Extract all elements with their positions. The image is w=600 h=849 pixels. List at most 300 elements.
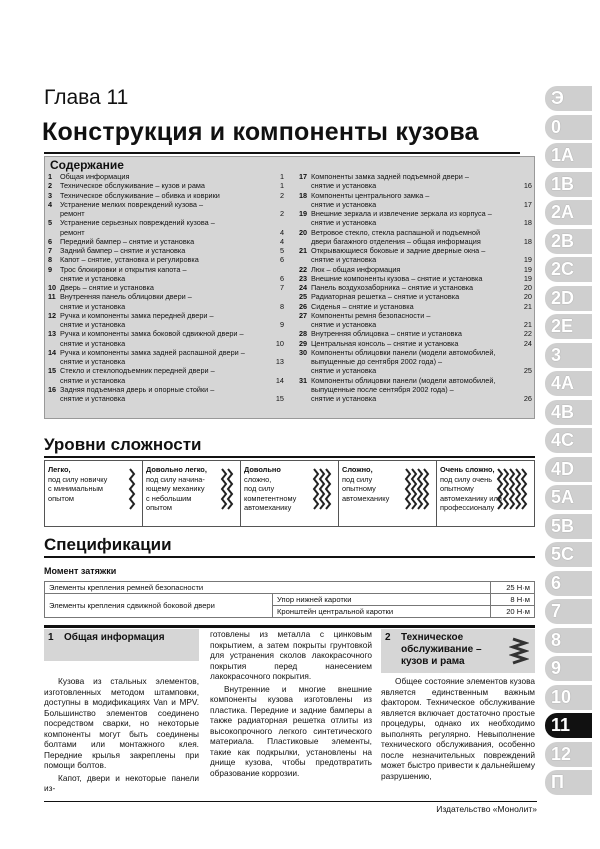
contents-item xyxy=(48,376,284,385)
specs-heading: Спецификации xyxy=(44,535,172,554)
item-title: Внешние зеркала и извлечение зеркала из корпуса – xyxy=(311,209,492,218)
table-row xyxy=(45,594,535,606)
contents-item xyxy=(299,339,532,348)
torque-subitem: Кронштейн центральной каротки xyxy=(273,606,491,618)
item-number xyxy=(299,237,311,246)
item-page: 20 xyxy=(523,292,532,302)
item-title: Дверь – снятие и установка xyxy=(60,283,154,292)
difficulty-desc: профессионалу xyxy=(440,503,495,512)
item-page xyxy=(274,292,284,301)
item-page: 1 xyxy=(279,172,284,181)
item-number: 30 xyxy=(299,347,308,357)
item-number xyxy=(299,200,311,209)
chapter-tab[interactable]: 3 xyxy=(545,343,592,368)
section-title: кузов и рама xyxy=(401,656,465,667)
contents-item xyxy=(48,283,284,292)
item-page xyxy=(522,385,532,394)
section-number: 2 xyxy=(385,632,391,643)
contents-item xyxy=(48,181,284,190)
item-page: 1 xyxy=(279,181,284,191)
paragraph: Кузова из стальных элементов, изготовленных методом штамповки, доступны в модификациях Van и MPV. Большинство элементов соединено посредством сварки, но некоторые компоненты могут быть соединены болтами или монтажного клея. Передние крылья закреплены при помощи болтов. xyxy=(44,676,199,770)
chapter-tab[interactable]: 10 xyxy=(545,685,592,710)
torque-value: 8 Н·м xyxy=(490,594,534,606)
contents-item xyxy=(48,329,284,338)
contents-right-column xyxy=(299,172,532,403)
contents-item xyxy=(48,246,284,255)
item-number: 22 xyxy=(299,264,308,274)
item-title: снятие и установка xyxy=(311,366,377,376)
chapter-tab[interactable]: 1A xyxy=(545,143,592,168)
item-title: Внешние компоненты кузова – снятие и установка xyxy=(311,273,483,283)
item-title: двери багажного отделения – общая информация xyxy=(311,236,481,246)
item-title: Ручка и компоненты замка боковой сдвижной двери – xyxy=(60,329,244,339)
item-page: 26 xyxy=(523,394,532,403)
item-title: Техническое обслуживание – обивка и коврики xyxy=(60,190,220,200)
section-title: Общая информация xyxy=(64,632,165,643)
item-page: 6 xyxy=(279,273,284,283)
wrench-icon xyxy=(128,467,138,517)
item-page: 19 xyxy=(523,273,532,283)
contents-item xyxy=(48,385,284,394)
item-number xyxy=(299,218,311,227)
item-number: 16 xyxy=(48,384,57,394)
item-page xyxy=(522,348,532,357)
item-page xyxy=(274,265,284,274)
chapter-tab[interactable]: 0 xyxy=(545,115,592,140)
contents-item xyxy=(299,366,532,375)
item-number: 17 xyxy=(299,172,308,181)
chapter-tab[interactable]: 6 xyxy=(545,571,592,596)
chapter-tab[interactable]: 2A xyxy=(545,200,592,225)
contents-item xyxy=(48,292,284,301)
section2-col xyxy=(381,676,535,783)
difficulty-desc: под силу xyxy=(244,484,275,493)
contents-left-column xyxy=(48,172,284,403)
item-title: Компоненты облицовки панели (модели автомобилей, xyxy=(311,347,496,357)
difficulty-title: Сложно, xyxy=(342,465,373,474)
item-number xyxy=(299,366,311,375)
contents-item xyxy=(299,376,532,385)
contents-item xyxy=(299,209,532,218)
difficulty-title: Довольно xyxy=(244,465,281,474)
torque-value: 20 Н·м xyxy=(490,606,534,618)
difficulty-rule xyxy=(44,456,535,458)
item-number xyxy=(48,274,60,283)
item-page xyxy=(522,209,532,218)
torque-heading: Момент затяжки xyxy=(44,566,117,576)
item-page xyxy=(274,329,284,338)
item-number: 31 xyxy=(299,375,308,385)
chapter-tab[interactable]: 2E xyxy=(545,314,592,339)
item-title: Внутренняя облицовка – снятие и установка xyxy=(311,329,462,339)
item-title: Ручка и компоненты замка передней двери – xyxy=(60,310,214,320)
difficulty-title: Легко, xyxy=(48,465,71,474)
chapter-tab[interactable]: 5A xyxy=(545,485,592,510)
contents-item xyxy=(299,283,532,292)
contents-heading: Содержание xyxy=(50,158,124,172)
item-number: 24 xyxy=(299,283,308,292)
item-page: 18 xyxy=(523,236,532,246)
difficulty-level xyxy=(45,461,143,526)
item-page xyxy=(274,385,284,394)
difficulty-desc: автомеханику xyxy=(244,503,292,512)
contents-item xyxy=(48,366,284,375)
chapter-tab[interactable]: 8 xyxy=(545,628,592,653)
chapter-tab[interactable]: 2B xyxy=(545,229,592,254)
contents-item xyxy=(299,302,532,311)
specs-rule xyxy=(44,556,535,558)
item-number: 5 xyxy=(48,218,53,228)
item-number: 20 xyxy=(299,227,308,237)
item-title: Ручка и компоненты замка задней распашной двери – xyxy=(60,347,245,357)
item-number: 25 xyxy=(299,292,308,302)
contents-item xyxy=(299,246,532,255)
chapter-tab[interactable]: 1B xyxy=(545,172,592,197)
chapter-tab[interactable]: 4C xyxy=(545,428,592,453)
item-number: 4 xyxy=(48,199,53,209)
chapter-tab[interactable]: 11 xyxy=(545,713,592,738)
item-page xyxy=(274,218,284,227)
contents-item xyxy=(299,348,532,357)
wrench-icon xyxy=(509,637,529,667)
item-title: снятие и установка xyxy=(311,255,377,265)
contents-item xyxy=(299,385,532,394)
item-title: Компоненты ремня безопасности – xyxy=(311,310,431,320)
item-page: 5 xyxy=(279,246,284,255)
item-page: 7 xyxy=(279,283,284,292)
item-number: 8 xyxy=(48,255,53,265)
item-page xyxy=(522,311,532,320)
section1-col1 xyxy=(44,676,199,796)
contents-item xyxy=(48,274,284,283)
section-title: обслуживание – xyxy=(401,644,482,655)
contents-item xyxy=(299,191,532,200)
item-number: 11 xyxy=(48,292,56,302)
item-page xyxy=(522,191,532,200)
item-title: Центральная консоль – снятие и установка xyxy=(311,338,459,348)
wrench-icon xyxy=(404,467,432,517)
item-number xyxy=(299,394,311,403)
contents-item xyxy=(48,218,284,227)
difficulty-desc: с минимальным xyxy=(48,484,103,493)
item-page xyxy=(522,228,532,237)
contents-item xyxy=(299,255,532,264)
item-title: снятие и установка xyxy=(311,218,377,228)
paragraph: Внутренние и многие внешние компоненты кузова изготовлены из пластика. Передние и задние бамперы а также радиаторная решетка отлиты из высокопрочного легкого синтетического материала. Пластиковые элементы, такие как подкрылки, установлены на днище кузова, чтобы предотвратить образование коррозии. xyxy=(210,683,372,778)
item-page xyxy=(522,246,532,255)
item-number: 27 xyxy=(299,310,308,320)
item-page: 21 xyxy=(523,301,532,311)
item-page: 19 xyxy=(523,255,532,265)
item-title: Сиденья – снятие и установка xyxy=(311,301,414,311)
item-title: снятие и установка xyxy=(311,181,377,191)
item-number: 9 xyxy=(48,264,53,274)
chapter-tab[interactable]: 12 xyxy=(545,742,592,767)
section-bar xyxy=(44,625,535,628)
contents-item xyxy=(48,255,284,264)
contents-item xyxy=(48,209,284,218)
item-title: снятие и установка xyxy=(60,375,126,385)
chapter-tab[interactable]: 7 xyxy=(545,599,592,624)
item-title: снятие и установка xyxy=(60,273,126,283)
torque-item: Элементы крепления сдвижной боковой двери xyxy=(45,594,273,618)
item-title: Задняя подъемная дверь и опорные стойки – xyxy=(60,384,215,394)
item-title: Задний бампер – снятие и установка xyxy=(60,246,186,255)
contents-item xyxy=(299,292,532,301)
item-number xyxy=(48,357,60,366)
item-number xyxy=(48,376,60,385)
wrench-icon xyxy=(220,467,236,517)
difficulty-title: Очень сложно, xyxy=(440,465,495,474)
item-page: 25 xyxy=(523,366,532,376)
difficulty-level xyxy=(437,461,534,526)
item-number: 3 xyxy=(48,190,53,200)
item-number: 15 xyxy=(48,366,57,376)
difficulty-desc: автомеханику xyxy=(342,493,390,503)
wrench-icon xyxy=(496,467,530,517)
difficulty-desc: под силу начина- xyxy=(146,474,205,484)
contents-item xyxy=(48,339,284,348)
item-title: Ветровое стекло, стекла распашной и подъемной xyxy=(311,227,481,237)
item-number: 21 xyxy=(299,246,308,255)
difficulty-desc: опытному xyxy=(440,484,474,493)
difficulty-level xyxy=(339,461,437,526)
contents-item xyxy=(299,265,532,274)
contents-item xyxy=(48,357,284,366)
item-title: Компоненты центрального замка – xyxy=(311,190,430,200)
item-title: Устранение мелких повреждений кузова – xyxy=(60,199,204,209)
item-number: 23 xyxy=(299,273,308,283)
item-number: 10 xyxy=(48,283,57,292)
item-title: Люк – общая информация xyxy=(311,264,401,274)
contents-item xyxy=(299,274,532,283)
difficulty-table xyxy=(44,460,535,527)
item-number: 29 xyxy=(299,338,308,348)
difficulty-desc: сложно, xyxy=(244,474,272,484)
item-number xyxy=(299,385,311,394)
item-page: 18 xyxy=(523,218,532,228)
difficulty-desc: компетентному xyxy=(244,493,297,503)
item-number xyxy=(48,209,60,218)
item-page: 2 xyxy=(279,190,284,200)
chapter-tab[interactable]: 4D xyxy=(545,457,592,482)
item-title: Устранение серьезных повреждений кузова – xyxy=(60,218,215,228)
difficulty-desc: опытом xyxy=(146,503,172,512)
difficulty-level xyxy=(241,461,339,526)
section1-col2 xyxy=(210,629,372,780)
contents-item xyxy=(299,357,532,366)
item-page: 14 xyxy=(275,375,284,385)
item-number xyxy=(299,320,311,329)
difficulty-desc: под силу новичку xyxy=(48,474,108,484)
item-number: 14 xyxy=(48,347,57,357)
contents-item xyxy=(48,172,284,181)
chapter-tab[interactable]: Э xyxy=(545,86,592,111)
item-title: Открывающиеся боковые и задние дверные окна – xyxy=(311,246,486,255)
section1-header xyxy=(44,629,199,661)
wrench-icon xyxy=(312,467,334,517)
contents-item xyxy=(48,200,284,209)
contents-item xyxy=(48,228,284,237)
item-page xyxy=(522,172,532,181)
item-page: 16 xyxy=(523,181,532,191)
contents-item xyxy=(299,237,532,246)
contents-item xyxy=(299,200,532,209)
item-title: Компоненты облицовки панели (модели автомобилей, xyxy=(311,375,496,385)
item-page: 15 xyxy=(275,394,284,403)
item-number: 2 xyxy=(48,181,53,191)
item-page xyxy=(274,366,284,375)
chapter-tab[interactable]: 4B xyxy=(545,400,592,425)
item-title: снятие и установка xyxy=(311,199,377,209)
item-title: Трос блокировки и открытия капота – xyxy=(60,264,187,274)
item-number: 12 xyxy=(48,310,57,320)
item-number xyxy=(48,302,60,311)
contents-item xyxy=(48,348,284,357)
contents-item xyxy=(299,218,532,227)
item-title: снятие и установка xyxy=(60,320,126,329)
item-title: Капот – снятие, установка и регулировка xyxy=(60,255,199,265)
item-number: 1 xyxy=(48,172,53,181)
table-row xyxy=(45,582,535,594)
item-title: выпущенные после сентября 2002 года) – xyxy=(311,384,454,394)
item-page: 10 xyxy=(275,338,284,348)
item-number xyxy=(48,320,60,329)
item-title: Общая информация xyxy=(60,172,130,181)
item-number: 18 xyxy=(299,190,308,200)
difficulty-level xyxy=(143,461,241,526)
item-title: снятие и установка xyxy=(60,301,126,311)
paragraph: готовлены из металла с цинковым покрытием, а затем покрыты грунтовкой для устранения сколов лакокрасочного покрытия перед нанесением лакокрасочного покрытия. xyxy=(210,629,372,681)
difficulty-desc: с небольшим xyxy=(146,493,192,503)
section2-header xyxy=(381,629,535,673)
item-title: снятие и установка xyxy=(311,394,377,403)
chapter-tab[interactable]: 5B xyxy=(545,514,592,539)
chapter-label: Глава 11 xyxy=(44,86,129,109)
item-title: Техническое обслуживание – кузов и рама xyxy=(60,181,205,191)
page-title: Конструкция и компоненты кузова xyxy=(42,118,479,146)
publisher-footer: Издательство «Монолит» xyxy=(436,804,537,814)
contents-item xyxy=(48,191,284,200)
title-rule xyxy=(44,152,520,154)
item-number: 13 xyxy=(48,329,57,339)
item-number xyxy=(299,181,311,190)
item-number xyxy=(299,357,311,366)
contents-item xyxy=(48,237,284,246)
item-number: 19 xyxy=(299,209,308,218)
contents-item xyxy=(48,265,284,274)
item-page: 4 xyxy=(279,236,284,246)
torque-subitem: Упор нижней каротки xyxy=(273,594,491,606)
item-page: 6 xyxy=(279,255,284,265)
item-page: 17 xyxy=(523,199,532,209)
item-page xyxy=(274,200,284,209)
item-page: 2 xyxy=(279,209,284,218)
item-page: 13 xyxy=(275,357,284,366)
difficulty-title: Довольно легко, xyxy=(146,465,207,474)
contents-item xyxy=(299,181,532,190)
contents-item xyxy=(299,320,532,329)
item-title: Внутренняя панель облицовки двери – xyxy=(60,292,192,302)
difficulty-desc: под силу xyxy=(342,474,373,484)
difficulty-heading: Уровни сложности xyxy=(44,435,202,454)
item-title: Радиаторная решетка – снятие и установка xyxy=(311,292,460,302)
difficulty-desc: опытному xyxy=(342,484,376,493)
item-page: 21 xyxy=(523,320,532,329)
paragraph: Общее состояние элементов кузова является единственным важным фактором. Техническое обслуживание является включает достаточно простые процедуры, однако их необходимо выполнять регулярно. Невыполнение технического обслуживания, особенно после незначительных повреждений может быстро привести к дальнейшему разрушению, xyxy=(381,676,535,781)
chapter-tab[interactable]: 4A xyxy=(545,371,592,396)
item-number: 28 xyxy=(299,329,308,339)
item-page: 19 xyxy=(523,264,532,274)
contents-item xyxy=(299,394,532,403)
torque-item: Элементы крепления ремней безопасности xyxy=(45,582,491,594)
item-page xyxy=(274,311,284,320)
item-number xyxy=(48,228,60,237)
paragraph: Капот, двери и некоторые панели из- xyxy=(44,772,199,793)
item-page xyxy=(274,348,284,357)
item-page xyxy=(522,376,532,385)
item-number xyxy=(48,394,60,403)
contents-item xyxy=(48,320,284,329)
item-title: ремонт xyxy=(60,227,85,237)
item-title: снятие и установка xyxy=(60,394,126,403)
item-page: 20 xyxy=(523,283,532,292)
item-title: выпущенные до сентября 2002 года) – xyxy=(311,357,443,366)
difficulty-desc: ющему механику xyxy=(146,484,205,493)
item-page: 9 xyxy=(279,320,284,329)
chapter-tab[interactable]: 2D xyxy=(545,286,592,311)
item-number xyxy=(299,255,311,264)
item-title: Компоненты замка задней подъемной двери – xyxy=(311,172,469,181)
chapter-tab[interactable]: 2C xyxy=(545,257,592,282)
contents-item xyxy=(48,394,284,403)
torque-value: 25 Н·м xyxy=(490,582,534,594)
item-page: 4 xyxy=(279,227,284,237)
contents-item xyxy=(48,311,284,320)
contents-item xyxy=(299,228,532,237)
section-title: Техническое xyxy=(401,632,464,643)
item-title: ремонт xyxy=(60,209,85,218)
item-page: 24 xyxy=(523,338,532,348)
contents-item xyxy=(299,311,532,320)
item-page: 8 xyxy=(279,301,284,311)
difficulty-desc: под силу очень xyxy=(440,474,493,484)
item-title: Панель воздухозаборника – снятие и установка xyxy=(311,283,474,292)
section-number: 1 xyxy=(48,632,54,643)
difficulty-desc: автомеханику или xyxy=(440,493,502,503)
chapter-tab[interactable]: П xyxy=(545,770,592,795)
item-title: снятие и установка xyxy=(60,357,126,366)
contents-item xyxy=(299,329,532,338)
item-number xyxy=(48,339,60,348)
item-title: Передний бампер – снятие и установка xyxy=(60,236,195,246)
item-number: 6 xyxy=(48,236,53,246)
item-title: снятие и установка xyxy=(60,338,126,348)
contents-item xyxy=(299,172,532,181)
difficulty-desc: опытом xyxy=(48,493,74,503)
contents-item xyxy=(48,302,284,311)
torque-table xyxy=(44,581,535,618)
item-page xyxy=(522,357,532,366)
chapter-tab[interactable]: 9 xyxy=(545,656,592,681)
item-title: Стекло и стеклоподъемник передней двери – xyxy=(60,366,215,376)
item-title: снятие и установка xyxy=(311,320,377,329)
chapter-tab[interactable]: 5C xyxy=(545,542,592,567)
item-number: 7 xyxy=(48,246,53,255)
footer-rule xyxy=(44,801,537,802)
item-page: 22 xyxy=(523,329,532,339)
item-number: 26 xyxy=(299,301,308,311)
